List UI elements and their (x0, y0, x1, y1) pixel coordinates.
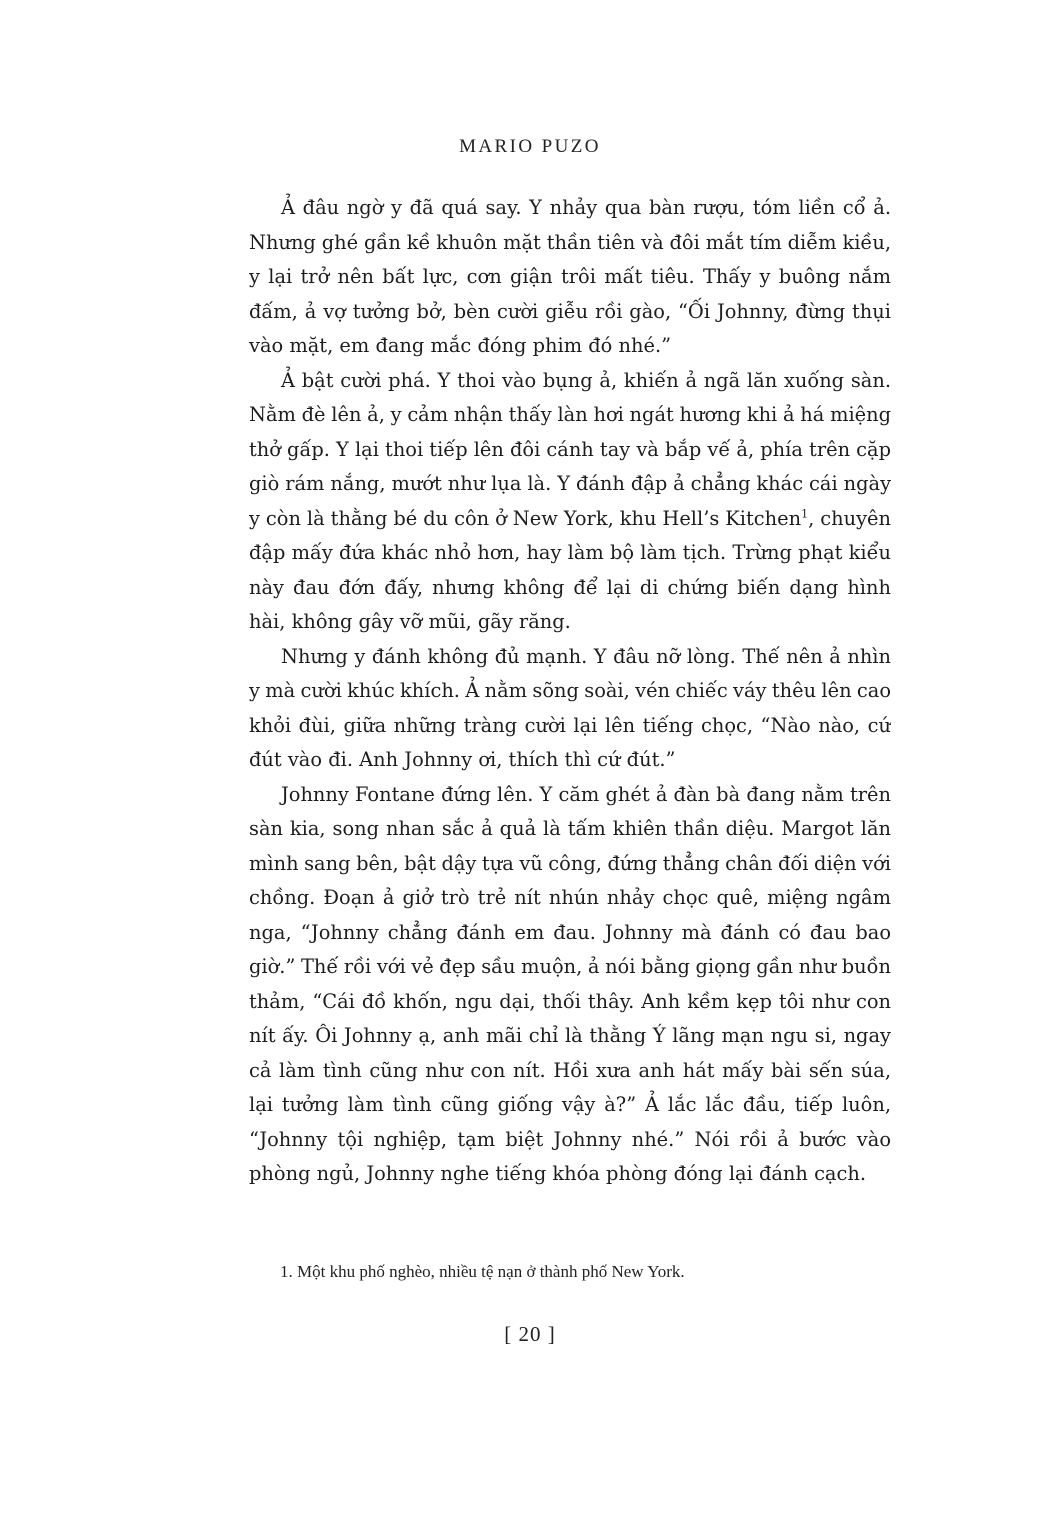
text-line: hài, không gây vỡ mũi, gãy răng. (249, 610, 571, 633)
text-line: đấm, ả vợ tưởng bở, bèn cười giễu rồi gào, “Ối Johnny, đừng thụi (249, 299, 891, 323)
text-line: vào mặt, em đang mắc đóng phim đó nhé.” (249, 334, 672, 357)
text-segment: y còn là thằng bé du côn ở New York, khu Hell’s Kitchen (249, 506, 802, 530)
paragraph-1 (249, 191, 891, 364)
text-line: mình sang bên, bật dậy tựa vũ công, đứng thẳng chân đối diện với (249, 851, 891, 875)
text-line: đập mấy đứa khác nhỏ hơn, hay làm bộ làm tịch. Trừng phạt kiểu (249, 541, 891, 564)
footnote-marker[interactable]: 1 (801, 507, 809, 521)
body-text (249, 191, 891, 1192)
text-line: chồng. Đoạn ả giở trò trẻ nít nhún nhảy chọc quê, miệng ngâm (249, 886, 891, 909)
paragraph-4 (249, 778, 891, 1192)
text-line: khỏi đùi, giữa những tràng cười lại lên tiếng chọc, “Nào nào, cứ (249, 713, 891, 737)
text-line: lại tưởng làm tình cũng giống vậy à?” Ả lắc lắc đầu, tiếp luôn, (249, 1093, 891, 1116)
footnote: 1. Một khu phố nghèo, nhiều tệ nạn ở thành phố New York. (280, 1262, 685, 1281)
running-head: MARIO PUZO (459, 136, 601, 157)
text-line: “Johnny tội nghiệp, tạm biệt Johnny nhé.” Nói rồi ả bước vào (249, 1127, 891, 1151)
text-line: Johnny Fontane đứng lên. Y căm ghét ả đàn bà đang nằm trên (281, 782, 891, 806)
text-line: sàn kia, song nhan sắc ả quả là tấm khiên thần diệu. Margot lăn (249, 817, 891, 840)
text-line: y mà cười khúc khích. Ả nằm sõng soài, vén chiếc váy thêu lên cao (249, 679, 891, 702)
text-line: cả làm tình cũng như con nít. Hồi xưa anh hát mấy bài sến súa, (249, 1058, 891, 1082)
page-number: [ 20 ] (504, 1322, 556, 1346)
text-line: Nằm đè lên ả, y cảm nhận thấy làn hơi ngát hương khi ả há miệng (249, 403, 891, 426)
text-line: giò rám nắng, mướt như lụa là. Y đánh đập ả chẳng khác cái ngày (249, 472, 891, 495)
text-line-with-footnote (249, 502, 891, 537)
paragraph-2 (249, 364, 891, 640)
text-line: thảm, “Cái đồ khốn, ngu dại, thối thây. Anh kềm kẹp tôi như con (249, 989, 891, 1013)
paragraph-3 (249, 640, 891, 778)
text-line: nga, “Johnny chẳng đánh em đau. Johnny mà đánh có đau bao (249, 920, 891, 944)
text-line: y lại trở nên bất lực, cơn giận trôi mất tiêu. Thấy y buông nắm (249, 265, 891, 288)
text-line: đút vào đi. Anh Johnny ơi, thích thì cứ đút.” (249, 748, 676, 771)
text-line: này đau đớn đấy, nhưng không để lại di chứng biến dạng hình (249, 575, 891, 599)
text-line: nít ấy. Ôi Johnny ạ, anh mãi chỉ là thằng Ý lãng mạn ngu si, ngay (249, 1024, 891, 1047)
text-segment: , chuyên (808, 506, 891, 530)
text-line: thở gấp. Y lại thoi tiếp lên đôi cánh tay và bắp vế ả, phía trên cặp (249, 437, 891, 461)
text-line: Nhưng ghé gần kề khuôn mặt thần tiên và đôi mắt tím diễm kiều, (249, 230, 891, 254)
text-line: giờ.” Thế rồi với vẻ đẹp sầu muộn, ả nói bằng giọng gần như buồn (249, 955, 891, 978)
text-line: Nhưng y đánh không đủ mạnh. Y đâu nỡ lòng. Thế nên ả nhìn (281, 644, 891, 668)
text-line: phòng ngủ, Johnny nghe tiếng khóa phòng đóng lại đánh cạch. (249, 1162, 867, 1185)
text-line: Ả đâu ngờ y đã quá say. Y nhảy qua bàn rượu, tóm liền cổ ả. (281, 196, 891, 219)
text-line: Ả bật cười phá. Y thoi vào bụng ả, khiến ả ngã lăn xuống sàn. (281, 368, 891, 392)
